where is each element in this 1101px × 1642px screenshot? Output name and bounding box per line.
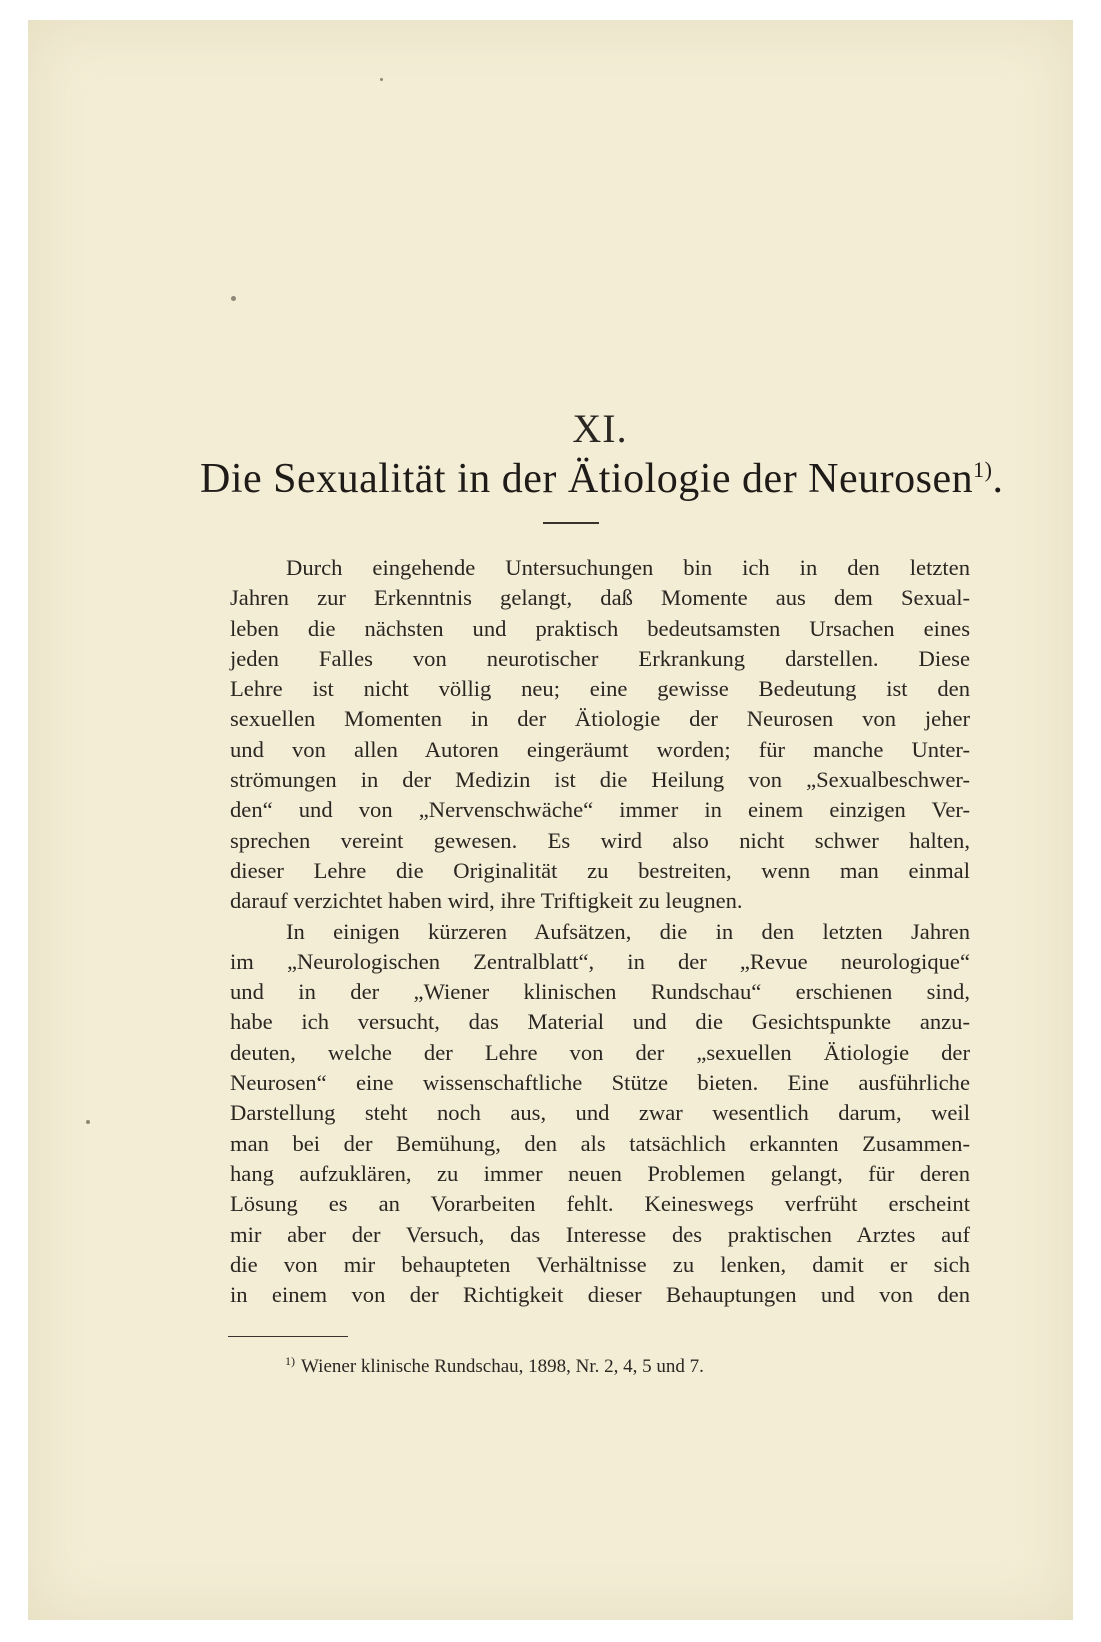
text-line: in einem von der Richtigkeit dieser Behauptungen und von den (230, 1282, 970, 1308)
text-line: mir aber der Versuch, das Interesse des praktischen Arztes auf (230, 1221, 970, 1247)
text-line: hang aufzuklären, zu immer neuen Problemen gelangt, für deren (230, 1160, 970, 1186)
text-line: deuten, welche der Lehre von der „sexuellen Ätiologie der (230, 1039, 970, 1065)
text-line: sprechen vereint gewesen. Es wird also nicht schwer halten, (230, 827, 970, 853)
text-line: den“ und von „Nervenschwäche“ immer in einem einzigen Ver- (230, 797, 970, 823)
text-line: habe ich versucht, das Material und die Gesichtspunkte anzu- (230, 1009, 970, 1035)
footnote (285, 1353, 905, 1378)
text-line: Jahren zur Erkenntnis gelangt, daß Momente aus dem Sexual- (230, 585, 970, 611)
text-line: und von allen Autoren eingeräumt worden; für manche Unter- (230, 736, 970, 762)
body-text (230, 553, 970, 1310)
text-line: darauf verzichtet haben wird, ihre Triftigkeit zu leugnen. (230, 888, 743, 914)
text-line: im „Neurologischen Zentralblatt“, in der „Revue neurologique“ (230, 948, 970, 974)
text-line: In einigen kürzeren Aufsätzen, die in den letzten Jahren (286, 918, 970, 944)
text-line: Darstellung steht noch aus, und zwar wesentlich darum, weil (230, 1100, 970, 1126)
title-divider (543, 522, 599, 524)
footnote-text: Wiener klinische Rundschau, 1898, Nr. 2, 4, 5 und 7. (301, 1356, 704, 1377)
footnote-mark: 1) (285, 1353, 295, 1368)
paper-speck (86, 1120, 90, 1124)
text-line: Lösung es an Vorarbeiten fehlt. Keineswegs verfrüht erscheint (230, 1191, 970, 1217)
footnote-reference: 1) (973, 457, 993, 482)
text-line: strömungen in der Medizin ist die Heilung von „Sexualbeschwer- (230, 767, 970, 793)
text-line: man bei der Bemühung, den als tatsächlich erkannten Zusammen- (230, 1130, 970, 1156)
chapter-title (200, 455, 1004, 503)
paper-speck (231, 296, 236, 301)
text-line: leben die nächsten und praktisch bedeutsamsten Ursachen eines (230, 615, 970, 641)
title-period: . (992, 456, 1004, 502)
text-line: Durch eingehende Untersuchungen bin ich in den letzten (286, 555, 970, 580)
text-line: Neurosen“ eine wissenschaftliche Stütze bieten. Eine ausführliche (230, 1070, 970, 1096)
text-line: Lehre ist nicht völlig neu; eine gewisse Bedeutung ist den (230, 676, 970, 702)
chapter-number: XI. (572, 406, 628, 451)
chapter-title-text: Die Sexualität in der Ätiologie der Neurosen (200, 456, 974, 502)
text-line: und in der „Wiener klinischen Rundschau“ erschienen sind, (230, 979, 970, 1005)
text-line: dieser Lehre die Originalität zu bestreiten, wenn man einmal (230, 857, 970, 883)
text-line: jeden Falles von neurotischer Erkrankung darstellen. Diese (230, 645, 970, 671)
text-line: sexuellen Momenten in der Ätiologie der Neurosen von jeher (230, 706, 970, 732)
text-line: die von mir behaupteten Verhältnisse zu lenken, damit er sich (230, 1251, 970, 1277)
footnote-divider (228, 1336, 348, 1337)
paper-speck (380, 78, 383, 81)
